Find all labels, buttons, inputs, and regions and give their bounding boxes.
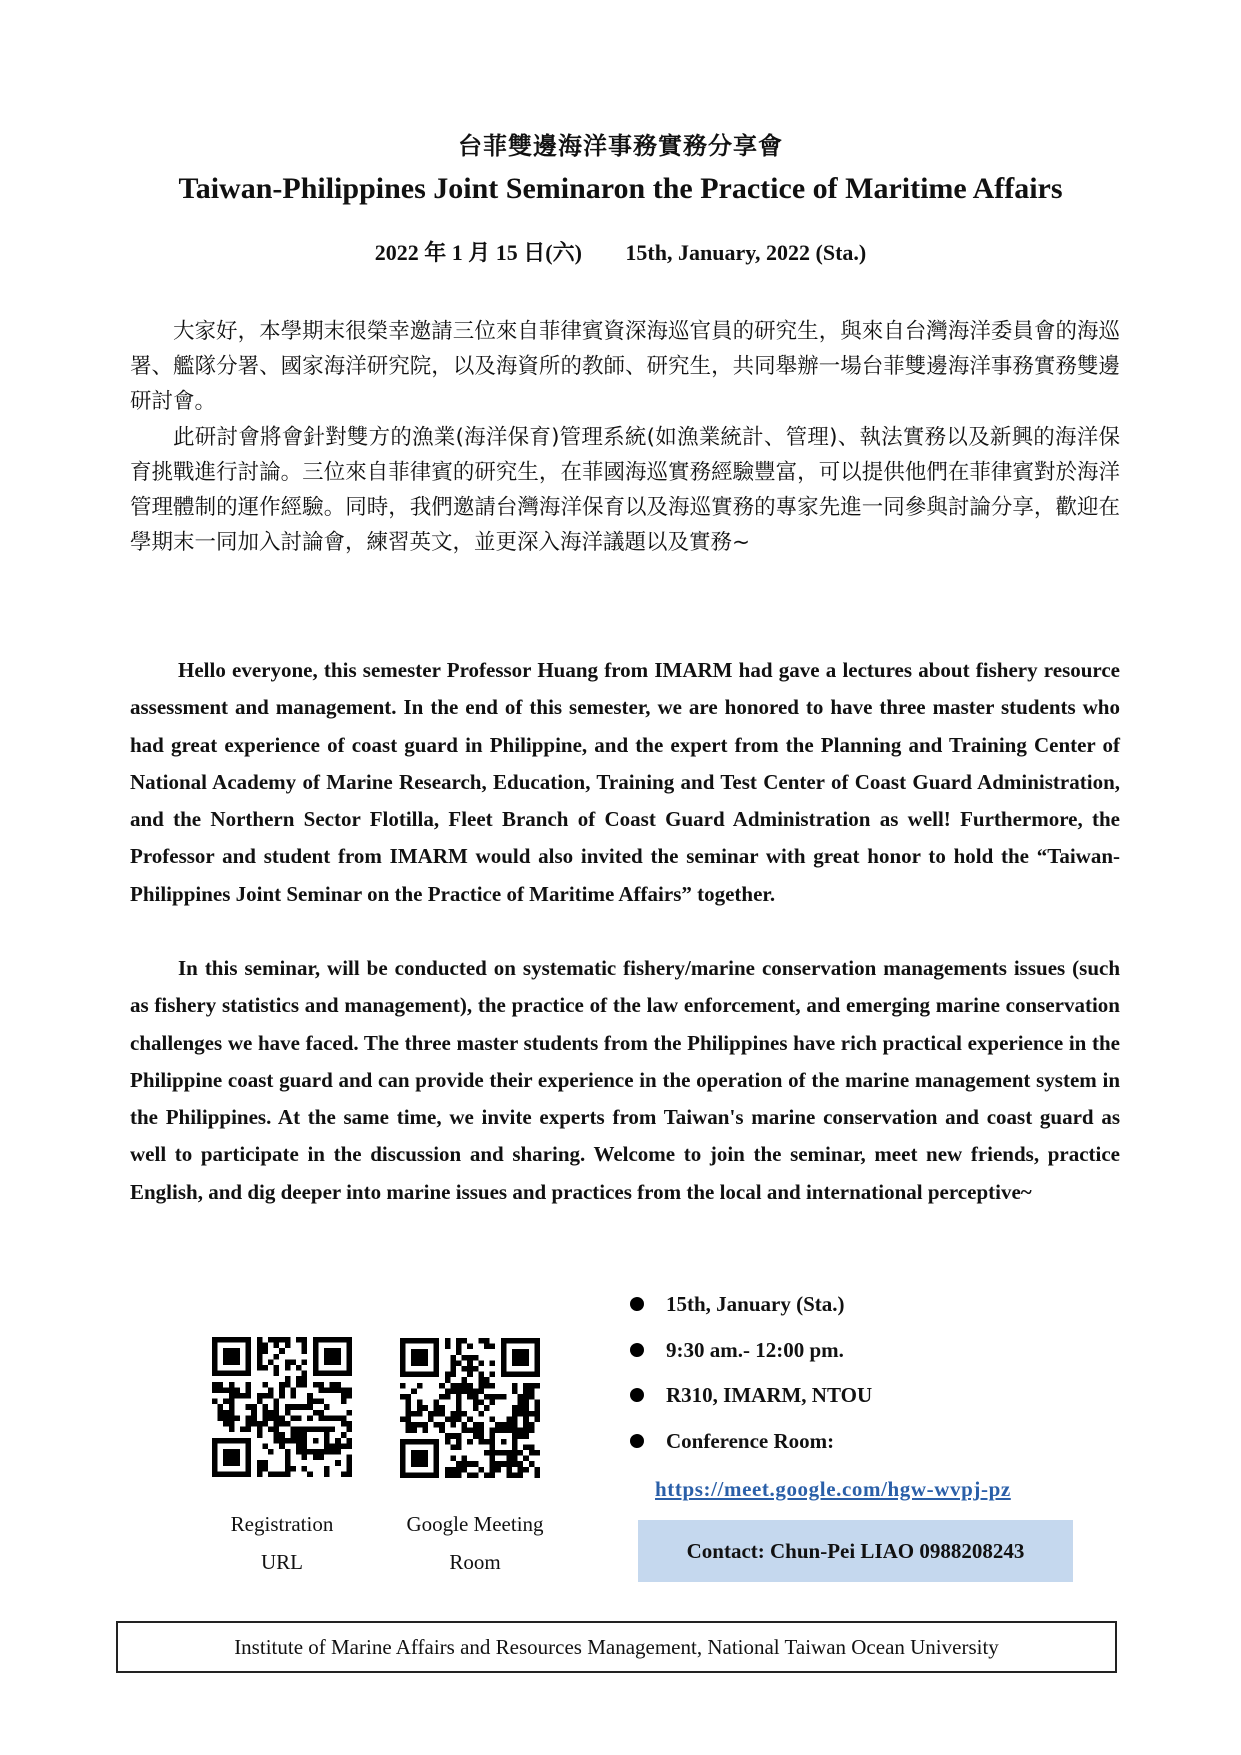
chinese-paragraph-1: 大家好，本學期末很榮幸邀請三位來自菲律賓資深海巡官員的研究生，與來自台灣海洋委員會的海巡署、艦隊分署、國家海洋研究院，以及海資所的教師、研究生，共同舉辦一場台菲雙邊海洋事務實務雙邊研討會。: [130, 319, 1120, 414]
meeting-qr-code[interactable]: [400, 1338, 540, 1478]
date-line: [0, 236, 1241, 267]
meeting-qr-label: [385, 1505, 565, 1581]
bullet-icon: [630, 1297, 644, 1311]
meeting-label-line-2: Room: [449, 1550, 501, 1574]
footer-institution: Institute of Marine Affairs and Resources Management, National Taiwan Ocean University: [116, 1621, 1117, 1673]
detail-time-text: 9:30 am.- 12:00 pm.: [666, 1337, 844, 1362]
event-details-list: [630, 1286, 1130, 1468]
detail-conference-room-text: Conference Room:: [666, 1428, 835, 1453]
bullet-icon: [630, 1434, 644, 1448]
bullet-icon: [630, 1388, 644, 1402]
title-english: Taiwan-Philippines Joint Seminaron the Practice of Maritime Affairs: [178, 172, 1063, 205]
meeting-label-line-1: Google Meeting: [406, 1512, 544, 1536]
date-english: 15th, January, 2022 (Sta.): [625, 240, 867, 265]
detail-time: [630, 1332, 1130, 1378]
registration-label-line-2: URL: [261, 1550, 303, 1574]
title-chinese: 台菲雙邊海洋事務實務分享會: [458, 132, 783, 160]
chinese-paragraph-2: 此研討會將會針對雙方的漁業(海洋保育)管理系統(如漁業統計、管理)、執法實務以及新興的海洋保育挑戰進行討論。三位來自菲律賓的研究生，在菲國海巡實務經驗豐富，可以提供他們在菲律賓對於海洋管理體制的運作經驗。同時，我們邀請台灣海洋保育以及海巡實務的專家先進一同參與討論分享，歡迎在學期末一同加入討論會，練習英文，並更深入海洋議題以及實務~: [130, 425, 1120, 555]
detail-location: [630, 1377, 1130, 1423]
date-chinese: 2022 年 1 月 15 日(六): [374, 240, 582, 265]
detail-date: [630, 1286, 1130, 1332]
english-paragraph-2: In this seminar, will be conducted on systematic fishery/marine conservation managements issues (such as fishery statistics and management), the practice of the law enforcement, and emerging marine conservation challenges we have faced. The three master students from the Philippines have rich practical experience in the Philippine coast guard and can provide their experience in the operation of the marine management system in the Philippines. At the same time, we invite experts from Taiwan's marine conservation and coast guard as well to participate in the discussion and sharing. Welcome to join the seminar, meet new friends, practice English, and dig deeper into marine issues and practices from the local and international perceptive~: [130, 956, 1120, 1204]
contact-box: Contact: Chun-Pei LIAO 0988208243: [638, 1520, 1073, 1582]
meeting-link[interactable]: https://meet.google.com/hgw-wvpj-pz: [655, 1477, 1011, 1501]
detail-conference-room: [630, 1423, 1130, 1469]
detail-date-text: 15th, January (Sta.): [666, 1292, 845, 1316]
bullet-icon: [630, 1343, 644, 1357]
registration-label-line-1: Registration: [230, 1512, 334, 1536]
detail-location-text: R310, IMARM, NTOU: [666, 1383, 873, 1407]
registration-qr-label: [192, 1505, 372, 1581]
english-paragraph-1: Hello everyone, this semester Professor Huang from IMARM had gave a lectures about fishery resource assessment and management. In the end of this semester, we are honored to have three master students who had great experience of coast guard in Philippine, and the expert from the Planning and Training Center of National Academy of Marine Research, Education, Training and Test Center of Coast Guard Administration, and the Northern Sector Flotilla, Fleet Branch of Coast Guard Administration as well! Furthermore, the Professor and student from IMARM would also invited the seminar with great honor to hold the “Taiwan-Philippines Joint Seminar on the Practice of Maritime Affairs” together.: [130, 658, 1120, 906]
registration-qr-code[interactable]: [212, 1337, 352, 1477]
